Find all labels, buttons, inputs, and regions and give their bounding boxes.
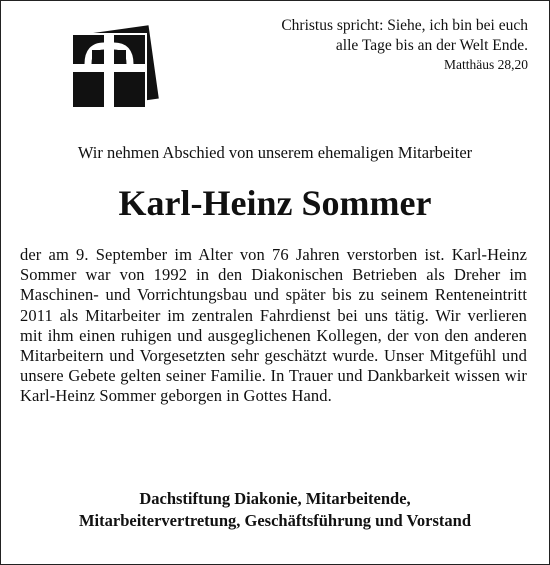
- quote-line-1: Christus spricht: Siehe, ich bin bei euch: [281, 17, 528, 34]
- intro-text: Wir nehmen Abschied von unserem ehemaligen Mitarbeiter: [77, 143, 473, 162]
- quote-reference: Matthäus 28,20: [444, 57, 528, 72]
- deceased-name: Karl-Heinz Sommer: [118, 183, 432, 223]
- bible-quote: [198, 16, 528, 73]
- signature-line-2: Mitarbeitervertretung, Geschäftsführung und Vorstand: [78, 510, 472, 530]
- diakonie-cross-logo-icon: [66, 20, 162, 116]
- obituary-body: der am 9. September im Alter von 76 Jahren verstorben ist. Karl-Heinz Sommer war von 1992 in den Diakonischen Betrieben als Dreher im Maschinen- und Vorrichtungsbau und später bis zu seinem Renteneintritt 2011 als Mitarbeiter im zentralen Fahrdienst bei uns tätig. Wir verlieren mit ihm einen ruhigen und ausgeglichenen Kollegen, der von den anderen Mitarbeitern und Vorgesetzten sehr geschätzt wurde. Unser Mitgefühl und unsere Gebete gelten seiner Familie. In Trauer und Dankbarkeit wissen wir Karl-Heinz Sommer geborgen in Gottes Hand.: [20, 245, 527, 406]
- quote-line-2: alle Tage bis an der Welt Ende.: [335, 37, 528, 54]
- signature-line-1: Dachstiftung Diakonie, Mitarbeitende,: [139, 489, 411, 508]
- signature: [0, 488, 550, 531]
